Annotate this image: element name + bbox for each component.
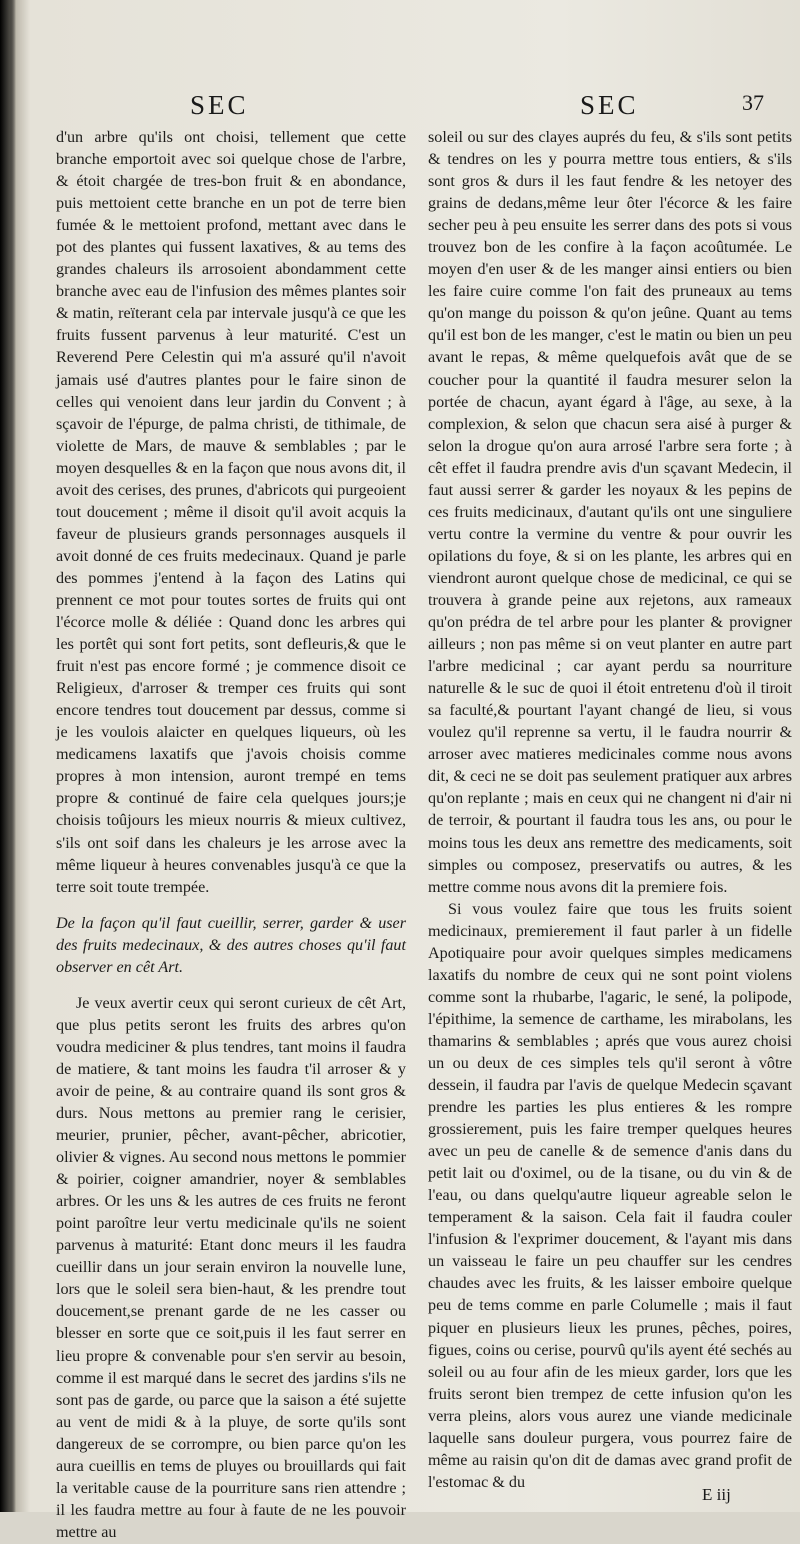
running-head-left: SEC: [190, 90, 249, 120]
right-paragraph-1: soleil ou sur des clayes auprés du feu, & s'ils sont petits & tendres on les y pourra mettre tous entiers, & s'ils sont gros & durs il les faut fendre & les netoyer des grains de dedans,même leur ôter l'écorce & les faire secher peu à peu ensuite les serrer dans des pots si vous trouvez bon de les confire à la façon acoûtumée. Le moyen d'en user & de les manger ainsi entiers ou bien les faire cuire comme l'on fait des pruneaux au tems qu'on mange du poisson & qu'on jeûne. Quant au tems qu'il est bon de les manger, c'est le matin ou bien un peu avant le repas, & même quelquefois avât que de se coucher pour la quantité il faudra mesurer selon la portée de chacun, ayant égard à l'âge, au sexe, à la complexion, & selon que chacun sera aisé à purger & selon la drogue qu'on aura arrosé l'arbre sera forte ; à cêt effet il faudra prendre avis d'un sçavant Medecin, il faut aussi serrer & garder les noyaux & les pepins de ces fruits medicinaux, d'autant qu'ils ont une singuliere vertu contre la vermine du ventre & pour ouvrir les opilations du foye, & si on les plante, les arbres qui en viendront auront quelque chose de medicinal, ce qui se trouvera à grande peine aux rejetons, aux rameaux qu'on prédra de tel arbre pour les planter & provigner ailleurs ; non pas même si on veut planter en autre part l'arbre medicinal ; car ayant perdu sa nourriture naturelle & le suc de quoi il étoit entretenu d'où il tiroit sa faculté,& pourtant l'ayant changé de lieu, si vous voulez qu'il reprenne sa vertu, il le faudra nourrir & arroser avec matieres medicinales comme nous avons dit, & ceci ne se doit pas seulement pratiquer aux arbres qu'on replante ; mais en ceux qui ne changent ni d'air ni de terroir, & pourtant il faudra tous les ans, ou pour le moins tous les deux ans remettre des medicaments, soit simples ou composez, preservatifs ou autres, & les mettre comme nous avons dit la premiere fois.: [428, 129, 792, 896]
right-paragraph-2: Si vous voulez faire que tous les fruits soient medicinaux, premierement il faut parler à un fidelle Apotiquaire pour avoir quelques simples medicamens laxatifs du nombre de ceux qui ne sont point violens comme sont la rhubarbe, l'agaric, le sené, la polipode, l'épithime, la semence de carthame, les mirabolans, les thamarins & semblables ; aprés que vous aurez choisi un ou deux de ces simples tels qu'il seront à vôtre dessein, il faudra par l'avis de quelque Medecin sçavant prendre les parties les plus entieres & les rompre grossierement, puis les faire tremper quelques heures avec un peu de canelle & de semence d'anis dans du petit lait ou d'oximel, ou de la tisane, ou du vin & de l'eau, ou dans quelqu'autre liqueur agreable selon le temperament & la saison. Cela fait il faudra couler l'infusion & l'exprimer doucement, & l'ayant mis dans un vaisseau le faire un peu chauffer sur les cendres chaudes avec les fruits, & les laisser emboire quelque peu de tems comme en parle Columelle ; mais il faut piquer en plusieurs lieux les prunes, pêches, poires, figues, coins ou cerise, pourvû qu'ils ayent été sechés au soleil ou au four afin de les mieux garder, lors que les fruits seront bien trempez de cette infusion qu'on les verra pleins, alors vous aurez une viande medicinale laquelle sans douleur purgera, vous pourrez faire de même au raisin qu'on dit de damas avec grand profit de l'estomac & du: [428, 900, 792, 1491]
page-number: 37: [742, 90, 764, 115]
section-heading: De la façon qu'il faut cueillir, serrer, garder & user des fruits medecinaux, & des autres choses qu'il faut observer en cêt Art.: [56, 914, 406, 976]
running-head-right: SEC: [580, 90, 639, 120]
left-paragraph-2: Je veux avertir ceux qui seront curieux de cêt Art, que plus petits seront les fruits des arbres qu'on voudra mediciner & plus tendres, tant moins il faudra de matiere, & tant moins les faudra t'il arroser & y avoir de peine, & au contraire quand ils sont gros & durs. Nous mettons au premier rang le cerisier, meurier, prunier, pêcher, avant-pêcher, abricotier, olivier & vignes. Au second nous mettons le pommier & poirier, coigner amandrier, noyer & semblables arbres. Or les uns & les autres de ces fruits ne feront point paroître leur vertu medicinale qu'ils ne soient parvenus à maturité: Etant donc meurs il les faudra cueillir dans un jour serain environ la nouvelle lune, lors que le soleil sera bien-haut, & les prendre tout doucement,se prenant garde de ne les casser ou blesser en sorte que ce soit,puis il les faut serrer en lieu propre & convenable pour s'en servir au besoin, comme il est marqué dans le secret des jardins s'ils ne sont pas de garde, ou parce que la saison a été sujette au vent de midi & à la pluye, de sorte qu'ils sont dangereux de se corrompre, ou bien parce qu'on les aura cueillis en tems de pluyes ou brouillards qui fait la veritable cause de la pourriture sans rien attendre ; il les faudra mettre au four à faute de ne les pouvoir mettre au: [56, 994, 406, 1541]
left-paragraph-1: d'un arbre qu'ils ont choisi, tellement que cette branche emportoit avec soi quelque chose de l'arbre, & étoit chargée de tres-bon fruit & en abondance, puis mettoient cette branche en un pot de terre bien fumée & le mettoient profond, mettant avec dans le pot des plantes qui fussent laxatives, & au tems des grandes chaleurs ils arrosoient abondamment cette branche avec eau de l'infusion des mêmes plantes soir & matin, reïterant cela par intervale jusqu'à ce que les fruits fussent parvenus à leur maturité. C'est un Reverend Pere Celestin qui m'a assuré qu'il n'avoit jamais usé d'autres plantes pour le faire sinon de celles qui venoient dans leur jardin du Convent ; à sçavoir de l'épurge, de palma christi, de tithimale, de violette de Mars, de mauve & semblables ; par le moyen desquelles & en la façon que nous avons dit, il avoit des cerises, des prunes, d'abricots qui purgeoient tout doucement ; même il disoit qu'il avoit acquis la faveur de plusieurs grands personnages ausquels il avoit donné de ces fruits medecinaux. Quand je parle des pommes j'entend à la façon des Latins qui prennent ce mot pour toutes sortes de fruits qui ont l'écorce molle & déliée : Quand donc les arbres qui les portêt qui sont fort petits, sont defleuris,& que le fruit n'est pas encore formé ; je commence disoit ce Religieux, d'arroser & tremper ces fruits qui sont encore tendres tout doucement par dessus, comme si je les voulois alaicter en quelques liqueurs, où les medicamens laxatifs que j'avois choisis comme propres à mon intension, auront trempé en tems propre & continué de faire cela quelques jours;je choisis toûjours les mieux nourris & mieux cultivez, s'ils ont soif dans les chaleurs je les arrose avec la même liqueur à heures convenables jusqu'à ce que la terre soit toute trempée.: [56, 129, 406, 896]
right-column: [428, 127, 792, 1494]
signature-mark: E iij: [702, 1485, 731, 1504]
binding-gutter-shadow: [0, 0, 16, 1512]
left-column: [56, 127, 406, 1544]
